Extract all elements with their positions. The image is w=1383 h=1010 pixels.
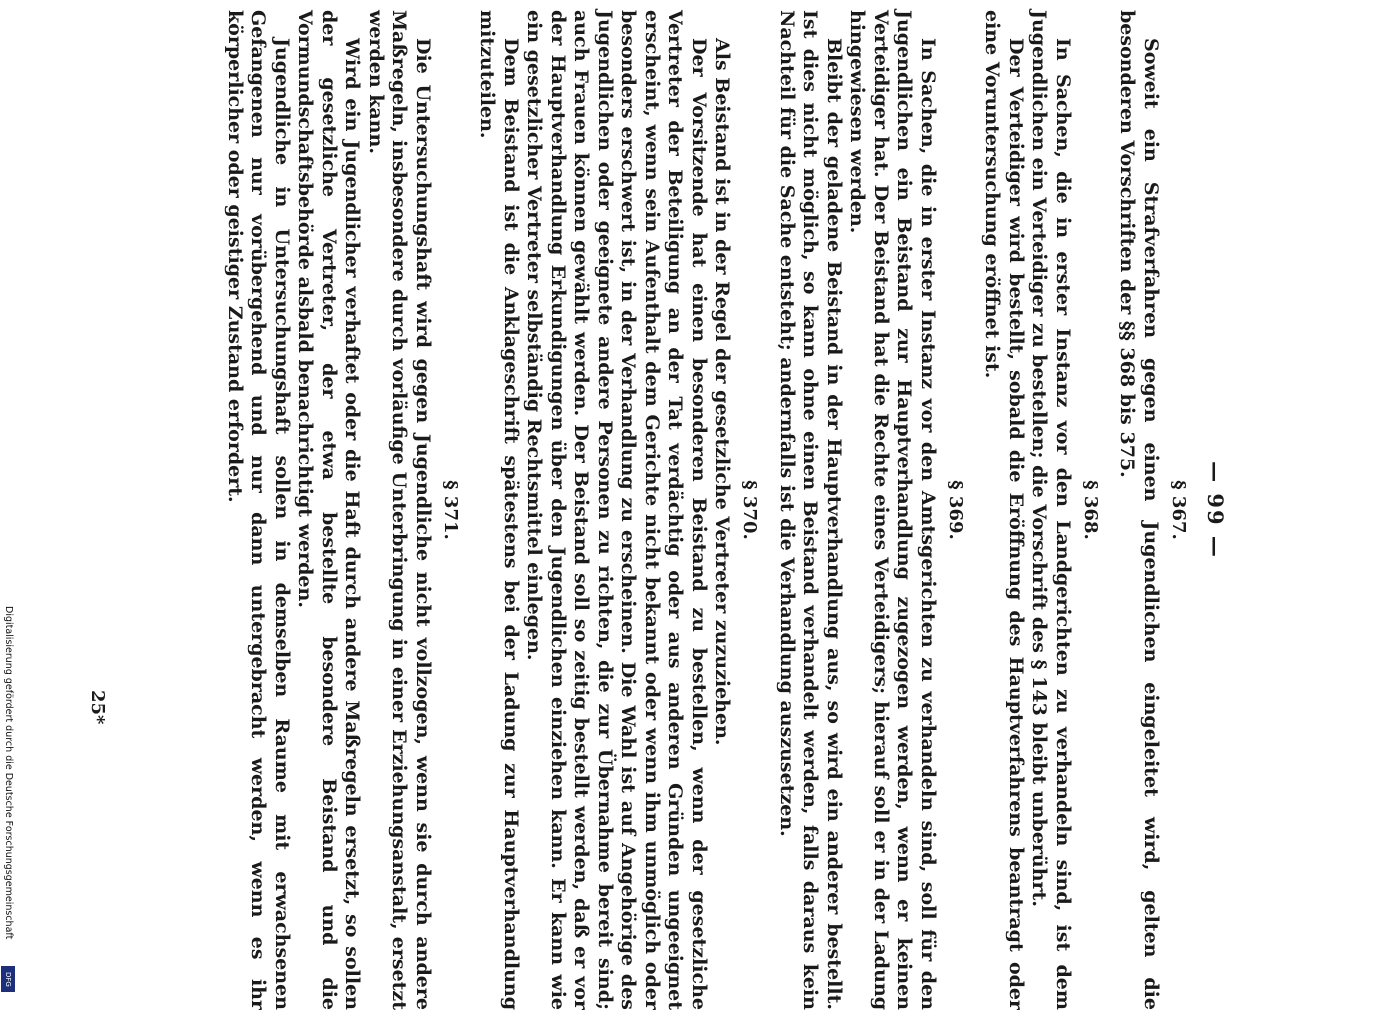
section-heading: § 371.	[440, 480, 461, 540]
section-370	[475, 10, 761, 1010]
section-heading: § 368.	[1080, 480, 1101, 540]
paragraph: Wird ein Jugendlicher verhaftet oder die Haft durch andere Maßregeln ersetzt, so sollen der gesetzliche Vertreter, der etwa bestellte besondere Beistand und die Vormundschaftsbehörde alsbald benachrichtigt werden.	[294, 10, 364, 1010]
section-368	[980, 10, 1101, 1010]
paragraph: Die Untersuchungshaft wird gegen Jugendliche nicht vollzogen, wenn sie durch andere Maßregeln, insbesondere durch vorläufige Unterbringung in einer Erziehungsanstalt, ersetzt werden kann.	[365, 10, 434, 1010]
section-heading: § 367.	[1168, 480, 1189, 540]
page-number: — 99 —	[1203, 461, 1228, 559]
paragraph: In Sachen, die in erster Instanz vor den Amtsgerichten zu verhandeln sind, soll für den Jugendlichen ein Beistand zur Hauptverhandlung zugezogen werden, wenn er keinen Verteidiger hat. Der Beistand hat die Rechte eines Verteidigers; hierauf soll er in der Ladung hingewiesen werden.	[846, 10, 939, 1010]
paragraph: In Sachen, die in erster Instanz vor den Landgerichten zu verhandeln sind, ist dem Jugendlichen ein Verteidiger zu bestellen; die Vorschrift des § 143 bleibt unberührt.	[1028, 10, 1074, 1010]
section-heading: § 370.	[739, 480, 761, 540]
dfg-logo-icon: DFG	[1, 966, 15, 992]
signature-mark: 25*	[87, 690, 108, 725]
paragraph: Der Vorsitzende hat einen besonderen Beistand zu bestellen, wenn der gesetzliche Vertreter der Beteiligung an der Tat verdächtig oder aus anderen Gründen ungeeignet erscheint, wenn sein Aufenthalt dem Gerichte nicht bekannt oder wenn ihm unmöglich oder besonders erschwert ist, in der Verhandlung zu erscheinen. Die Wahl ist auf Angehörige des Jugendlichen oder geeignete andere Personen zu richten, die zur Übernahme bereit sind; auch Frauen können gewählt werden. Der Beistand soll so zeitig bestellt werden, daß er vor der Hauptverhandlung Erkundigungen über den Jugendlichen einziehen kann. Er kann wie ein gesetzlicher Vertreter selbständig Rechtsmittel einlegen.	[523, 10, 710, 1010]
rotated-page	[128, 10, 1228, 1010]
section-369	[775, 10, 967, 1010]
paragraph: Bleibt der geladene Beistand in der Hauptverhandlung aus, so wird ein anderer bestellt. Ist dies nicht möglich, so kann ohne einen Beistand verhandelt werden, falls daraus kein Nachteil für die Sache entsteht; andernfalls ist die Verhandlung auszusetzen.	[776, 10, 845, 1010]
paragraph: Als Beistand ist in der Regel der gesetzliche Vertreter zuzuziehen.	[711, 38, 734, 746]
paragraph: Der Verteidiger wird bestellt, sobald die Eröffnung des Hauptverfahrens beantragt oder eine Voruntersuchung eröffnet ist.	[981, 10, 1027, 1010]
digitization-footer: Digitalisierung gefördert durch die Deutsche Forschungsgemeinschaft	[3, 606, 14, 940]
section-heading: § 369.	[945, 480, 966, 540]
paragraph: Jugendliche in Untersuchungshaft sollen in demselben Raume mit erwachsenen Gefangenen nur vorübergehend und nur dann untergebracht werden, wenn es ihr körperlicher oder geistiger Zustand erfordert.	[224, 10, 293, 1010]
section-371	[223, 10, 462, 1010]
paragraph: Soweit ein Strafverfahren gegen einen Jugendlichen eingeleitet wird, gelten die besonderen Vorschriften der §§ 368 bis 375.	[1116, 10, 1162, 1010]
paragraph: Dem Beistand ist die Anklageschrift spätestens bei der Ladung zur Hauptverhandlung mitzuteilen.	[476, 10, 522, 1010]
section-367	[1115, 10, 1189, 1010]
